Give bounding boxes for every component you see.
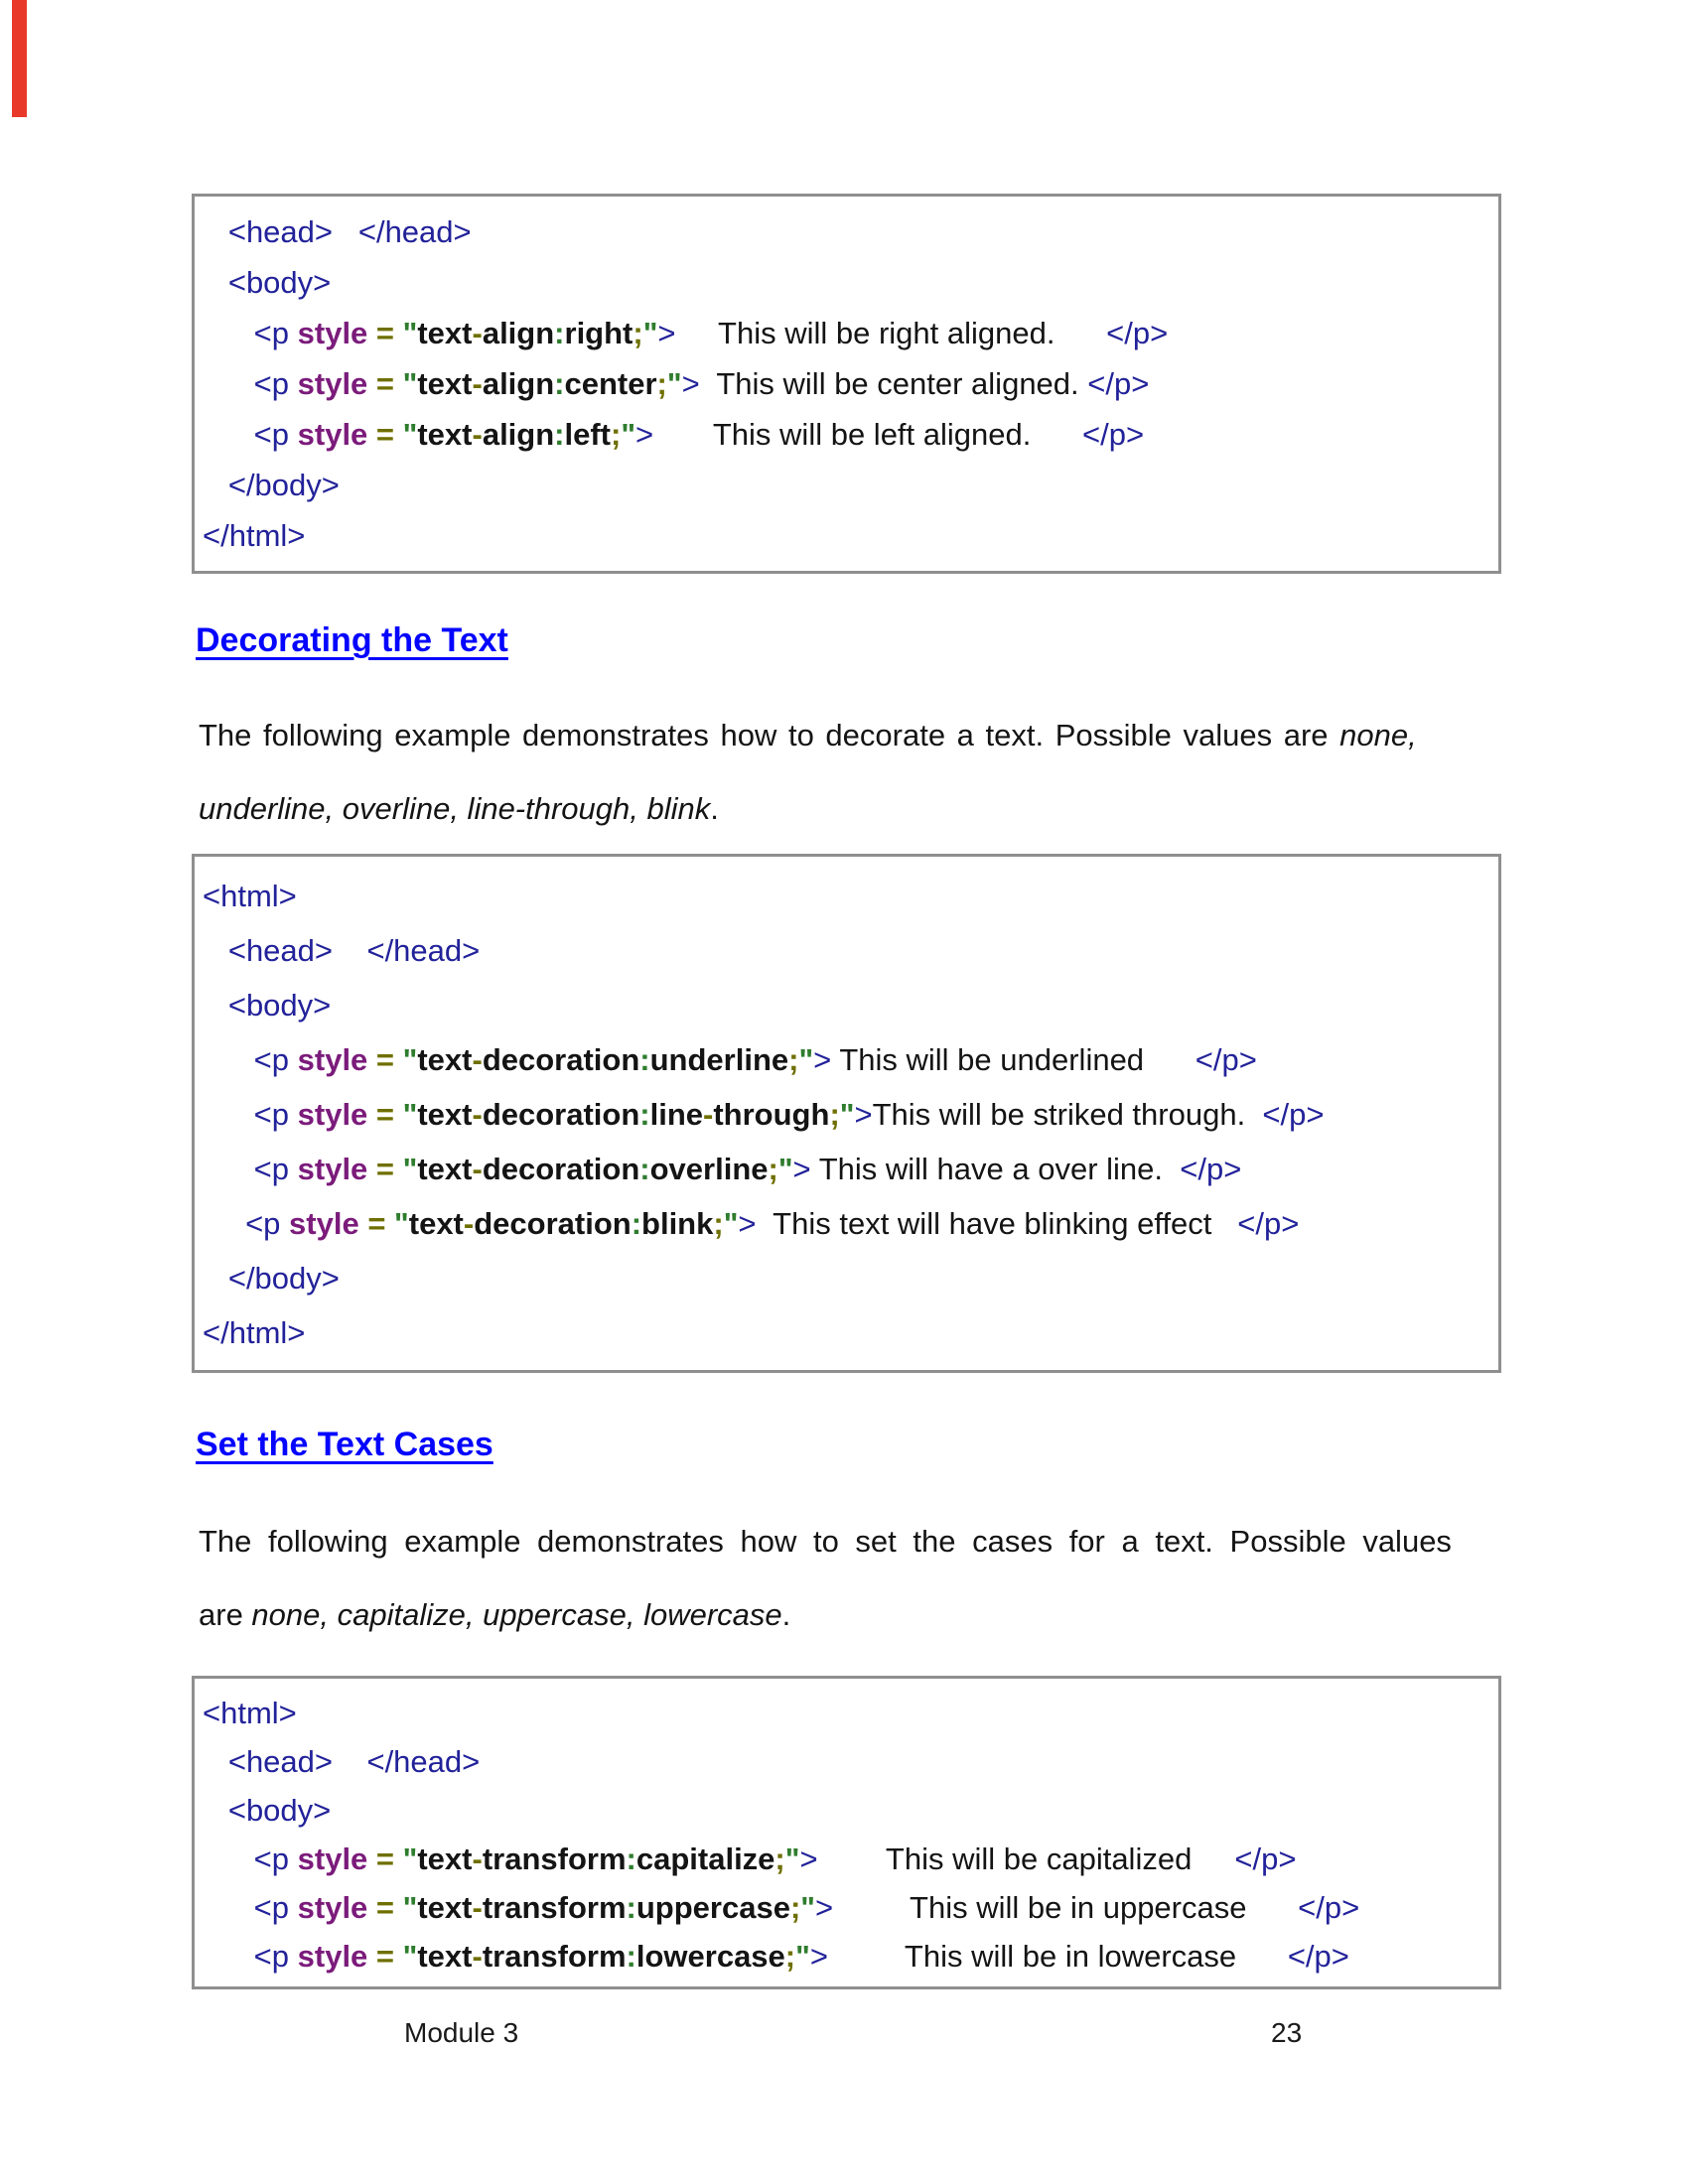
code-token: " xyxy=(723,1206,739,1241)
code-token: " xyxy=(798,1042,814,1077)
text-line xyxy=(203,206,1492,257)
text-line xyxy=(203,358,1492,409)
code-token: " xyxy=(839,1097,855,1132)
code-token: <html> xyxy=(203,1696,297,1730)
code-token: <p xyxy=(203,1890,298,1925)
code-token: style xyxy=(297,1842,368,1876)
code-token: <p xyxy=(203,1206,290,1241)
code-token: ; xyxy=(633,316,643,350)
code-token: > xyxy=(813,1042,832,1077)
text-line xyxy=(203,308,1492,358)
code-token: - xyxy=(472,1152,483,1186)
code-token: uppercase xyxy=(635,1890,790,1925)
italic-text: none, xyxy=(1339,718,1417,752)
italic-text: none, capitalize, uppercase, lowercase xyxy=(251,1597,782,1632)
code-token: text xyxy=(417,1939,473,1974)
code-token: style xyxy=(297,1152,368,1186)
italic-text: underline, overline, line-through, blink xyxy=(199,791,711,826)
code-token: text xyxy=(417,1152,473,1186)
code-token: <p xyxy=(203,1939,298,1974)
code-token: blink xyxy=(641,1206,714,1241)
text-run: . xyxy=(710,791,719,826)
text-line xyxy=(203,869,1492,923)
code-token: > xyxy=(738,1206,757,1241)
code-block-text-transform xyxy=(192,1676,1501,1989)
heading-decorating-the-text[interactable]: Decorating the Text xyxy=(196,621,508,659)
code-token: <head> </head> xyxy=(203,1744,481,1779)
code-token: " xyxy=(402,1042,418,1077)
code-token: " xyxy=(402,1890,418,1925)
code-token: = xyxy=(367,1152,403,1186)
code-token: > xyxy=(799,1842,818,1876)
code-token: - xyxy=(472,417,483,452)
text-run: The following example demonstrates how to set the cases for a text. Possible values xyxy=(199,1524,1452,1559)
code-token: <body> xyxy=(203,265,332,300)
code-token: style xyxy=(297,316,368,350)
code-token: This will be capitalized xyxy=(817,1842,1235,1876)
code-token: ; xyxy=(656,366,667,401)
code-token: = xyxy=(367,316,403,350)
code-token: align xyxy=(482,316,555,350)
code-token: = xyxy=(358,1206,395,1241)
code-token: </p> xyxy=(1082,417,1145,452)
code-token: <body> xyxy=(203,988,332,1023)
code-token: - xyxy=(472,1097,483,1132)
text-line xyxy=(203,510,1492,561)
code-token: style xyxy=(297,1097,368,1132)
code-token: style xyxy=(297,417,368,452)
code-token: ; xyxy=(788,1042,799,1077)
code-token: " xyxy=(402,316,418,350)
code-token: through xyxy=(713,1097,830,1132)
code-token: decoration xyxy=(474,1206,632,1241)
code-token: > xyxy=(809,1939,828,1974)
code-token: decoration xyxy=(482,1042,640,1077)
code-token: " xyxy=(795,1939,810,1974)
code-token: <p xyxy=(203,1042,298,1077)
code-token: - xyxy=(463,1206,475,1241)
text-line xyxy=(203,1142,1492,1196)
heading-set-the-text-cases[interactable]: Set the Text Cases xyxy=(196,1426,493,1463)
code-token: : xyxy=(639,1097,650,1132)
footer-module-label: Module 3 xyxy=(404,2017,519,2048)
code-token: - xyxy=(472,1842,483,1876)
code-token: = xyxy=(367,366,403,401)
code-token: <body> xyxy=(203,1793,332,1828)
code-token: decoration xyxy=(482,1097,640,1132)
code-token: text xyxy=(417,366,473,401)
code-token: : xyxy=(554,316,565,350)
code-token: : xyxy=(639,1042,650,1077)
code-token: align xyxy=(482,417,555,452)
code-token: </html> xyxy=(203,1315,306,1350)
code-token: text xyxy=(417,316,473,350)
code-token: style xyxy=(297,366,368,401)
code-token: text xyxy=(408,1206,464,1241)
text-line xyxy=(203,1196,1492,1251)
text-line xyxy=(203,1835,1492,1883)
code-token: ; xyxy=(768,1152,778,1186)
code-token: line xyxy=(649,1097,704,1132)
code-token: </p> xyxy=(1087,366,1150,401)
code-token: " xyxy=(402,1939,418,1974)
code-token: > xyxy=(681,366,700,401)
code-token: <p xyxy=(203,316,298,350)
code-token: </p> xyxy=(1237,1206,1300,1241)
code-token: </html> xyxy=(203,518,306,553)
code-token: > xyxy=(657,316,676,350)
code-token: <html> xyxy=(203,879,297,913)
code-token: This will have a over line. xyxy=(810,1152,1181,1186)
code-token: - xyxy=(472,366,483,401)
code-token: <p xyxy=(203,1842,298,1876)
text-line xyxy=(199,699,1501,772)
code-token: > xyxy=(792,1152,811,1186)
code-block-text-decoration xyxy=(192,854,1501,1373)
code-token: : xyxy=(554,417,565,452)
code-token: This will be in lowercase xyxy=(827,1939,1288,1974)
code-token: : xyxy=(626,1842,636,1876)
code-token: ; xyxy=(784,1939,796,1974)
code-token: : xyxy=(626,1890,636,1925)
code-token: text xyxy=(417,1890,473,1925)
code-token: </p> xyxy=(1234,1842,1297,1876)
code-token: " xyxy=(642,316,658,350)
code-token: style xyxy=(297,1939,368,1974)
code-token: ; xyxy=(829,1097,840,1132)
code-token: This will be in uppercase xyxy=(833,1890,1299,1925)
text-line xyxy=(199,772,1501,846)
code-token: ; xyxy=(611,417,622,452)
red-margin-marker xyxy=(12,0,27,117)
code-token: <p xyxy=(203,417,298,452)
code-token: > xyxy=(854,1097,873,1132)
code-token: " xyxy=(784,1842,800,1876)
paragraph-text-cases-intro xyxy=(199,1505,1501,1652)
code-token: = xyxy=(367,1097,403,1132)
code-token: </p> xyxy=(1180,1152,1242,1186)
text-line xyxy=(203,1032,1492,1087)
code-token: transform xyxy=(482,1842,627,1876)
code-token: " xyxy=(777,1152,793,1186)
code-token: " xyxy=(800,1890,815,1925)
text-line xyxy=(203,978,1492,1032)
text-line xyxy=(203,409,1492,460)
code-token: text xyxy=(417,1097,473,1132)
code-token: text xyxy=(417,1842,473,1876)
code-token: This will be right aligned. xyxy=(675,316,1107,350)
text-line xyxy=(203,923,1492,978)
code-token: - xyxy=(472,1042,483,1077)
code-token: ; xyxy=(789,1890,801,1925)
code-token: : xyxy=(631,1206,642,1241)
code-token: center xyxy=(564,366,657,401)
text-line xyxy=(203,1883,1492,1932)
code-token: transform xyxy=(482,1890,627,1925)
text-line xyxy=(203,460,1492,510)
code-token: lowercase xyxy=(635,1939,785,1974)
code-token: ; xyxy=(713,1206,724,1241)
code-token: <head> </head> xyxy=(203,933,481,968)
code-token: </p> xyxy=(1262,1097,1325,1132)
text-line xyxy=(203,1251,1492,1305)
code-token: </p> xyxy=(1298,1890,1360,1925)
code-token: " xyxy=(402,417,418,452)
code-token: align xyxy=(482,366,555,401)
text-line xyxy=(203,1737,1492,1786)
code-token: text xyxy=(417,417,473,452)
code-token: <p xyxy=(203,1097,298,1132)
code-token: > xyxy=(814,1890,834,1925)
code-token: </p> xyxy=(1287,1939,1349,1974)
code-token: > xyxy=(635,417,654,452)
code-token: <head> </head> xyxy=(203,214,472,249)
text-line xyxy=(199,1505,1501,1578)
code-token: ; xyxy=(774,1842,785,1876)
code-token: " xyxy=(394,1206,409,1241)
code-token: = xyxy=(367,1842,403,1876)
code-token: capitalize xyxy=(635,1842,775,1876)
code-token: text xyxy=(417,1042,473,1077)
code-token: " xyxy=(666,366,682,401)
text-line xyxy=(203,1932,1492,1980)
code-token: This text will have blinking effect xyxy=(756,1206,1238,1241)
code-token: : xyxy=(626,1939,636,1974)
code-token: </p> xyxy=(1106,316,1169,350)
footer-page-number: 23 xyxy=(1271,2017,1303,2048)
code-token: </body> xyxy=(203,468,340,502)
code-token: right xyxy=(564,316,633,350)
code-token: = xyxy=(367,417,403,452)
text-run: are xyxy=(199,1597,252,1632)
paragraph-text-decoration-intro xyxy=(199,699,1501,846)
text-line xyxy=(203,1305,1492,1360)
code-token: : xyxy=(639,1152,650,1186)
code-token: " xyxy=(402,1842,418,1876)
code-token: = xyxy=(367,1042,403,1077)
code-token: : xyxy=(554,366,565,401)
text-run: . xyxy=(781,1597,791,1632)
code-token: - xyxy=(472,1890,483,1925)
code-token: underline xyxy=(649,1042,789,1077)
code-token: transform xyxy=(482,1939,627,1974)
code-token: - xyxy=(472,1939,483,1974)
code-token: <p xyxy=(203,1152,298,1186)
text-line xyxy=(199,1578,1501,1652)
code-block-text-align xyxy=(192,194,1501,574)
code-token: decoration xyxy=(482,1152,640,1186)
text-line xyxy=(203,1786,1492,1835)
code-token: This will be center aligned. xyxy=(699,366,1088,401)
code-token: = xyxy=(367,1890,403,1925)
text-line xyxy=(203,1087,1492,1142)
code-token: This will be striked through. xyxy=(872,1097,1263,1132)
text-line xyxy=(203,1689,1492,1737)
code-token: <p xyxy=(203,366,298,401)
code-token: - xyxy=(703,1097,714,1132)
code-token: style xyxy=(297,1890,368,1925)
code-token: This will be underlined xyxy=(831,1042,1196,1077)
text-run: The following example demonstrates how to decorate a text. Possible values are xyxy=(199,718,1340,752)
code-token: This will be left aligned. xyxy=(653,417,1083,452)
code-token: style xyxy=(289,1206,359,1241)
code-token: " xyxy=(402,1097,418,1132)
code-token: </body> xyxy=(203,1261,340,1296)
code-token: style xyxy=(297,1042,368,1077)
text-line xyxy=(203,257,1492,308)
code-token: " xyxy=(402,366,418,401)
code-token: " xyxy=(621,417,636,452)
code-token: - xyxy=(472,316,483,350)
code-token: = xyxy=(367,1939,403,1974)
code-token: left xyxy=(564,417,611,452)
code-token: overline xyxy=(649,1152,769,1186)
code-token: " xyxy=(402,1152,418,1186)
code-token: </p> xyxy=(1195,1042,1257,1077)
